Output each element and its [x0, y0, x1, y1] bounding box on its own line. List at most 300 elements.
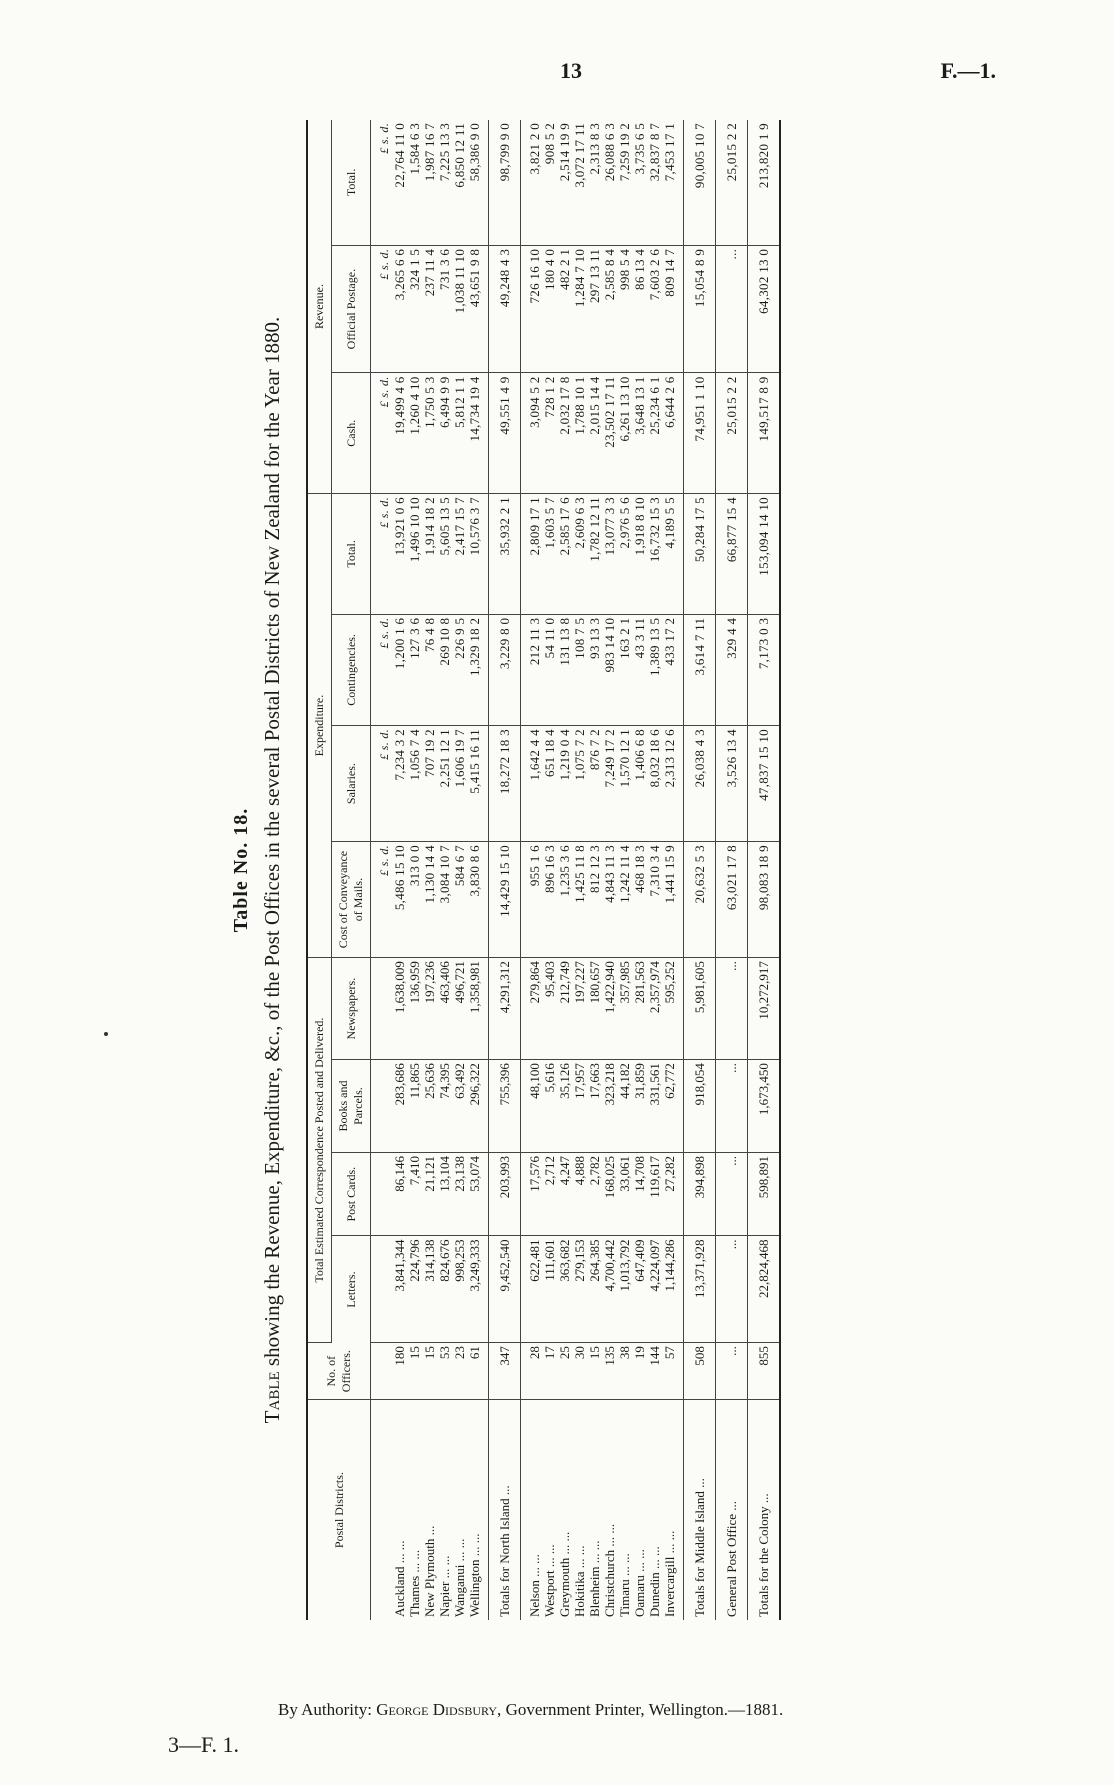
newspapers-cell: 496,721: [452, 958, 467, 1060]
conveyance-cell: 5,486 15 10: [392, 842, 407, 958]
table-row: [602, 120, 617, 1620]
post-cards-cell: 7,410: [407, 1152, 422, 1236]
contingencies-cell: 433 17 2: [662, 614, 677, 725]
conveyance-cell: 584 6 7: [452, 842, 467, 958]
district-cell: Wanganui ... ...: [452, 1538, 467, 1617]
expenditure-total-cell: 13,077 3 3: [602, 494, 617, 615]
conveyance-cell: 1,441 15 9: [662, 842, 677, 958]
conveyance-cell: 98,083 18 9: [748, 842, 781, 958]
cash-cell: 1,788 10 1: [572, 373, 587, 494]
official-postage-cell: 731 3 6: [437, 245, 452, 373]
letters-cell: 998,253: [452, 1236, 467, 1343]
cash-cell: 3,094 5 2: [527, 373, 542, 494]
expenditure-total-cell: 10,576 3 7: [467, 494, 482, 615]
series-code: F.—1.: [940, 58, 996, 83]
unit-label: £ s. d.: [371, 245, 393, 373]
post-cards-cell: 14,708: [632, 1152, 647, 1236]
letters-cell: 264,385: [587, 1236, 602, 1343]
expenditure-total-cell: 66,877 15 4: [716, 494, 748, 615]
post-cards-cell: 2,782: [587, 1152, 602, 1236]
district-cell: Totals for North Island ...: [489, 1400, 521, 1620]
newspapers-cell: 595,252: [662, 958, 677, 1060]
newspapers-cell: 136,959: [407, 958, 422, 1060]
district-cell: Totals for the Colony ...: [748, 1400, 781, 1620]
letters-cell: 1,144,286: [662, 1236, 677, 1343]
post-cards-cell: 203,993: [489, 1152, 521, 1236]
salaries-cell: 1,570 12 1: [617, 726, 632, 842]
district-cell: Totals for Middle Island ...: [684, 1400, 716, 1620]
header-officers: No. of Officers.: [307, 1343, 371, 1400]
officers-cell: ...: [716, 1343, 748, 1400]
header-letters: Letters.: [332, 1236, 371, 1343]
official-postage-cell: 49,248 4 3: [489, 245, 521, 373]
newspapers-cell: 2,357,974: [647, 958, 662, 1060]
revenue-total-cell: 32,837 8 7: [647, 120, 662, 245]
expenditure-total-cell: 16,732 15 3: [647, 494, 662, 615]
header-newspapers: Newspapers.: [332, 958, 371, 1060]
unit-label: £ s. d.: [371, 120, 393, 245]
officers-cell: 15: [407, 1343, 422, 1400]
district-cell: Thames ... ...: [407, 1549, 422, 1617]
contingencies-cell: 212 11 3: [527, 614, 542, 725]
officers-cell: 23: [452, 1343, 467, 1400]
district-cell: Invercargill ... ...: [662, 1530, 677, 1617]
cash-cell: 25,015 2 2: [716, 373, 748, 494]
header-books-parcels: Books and Parcels.: [332, 1060, 371, 1153]
header-conveyance: Cost of Conveyance of Mails.: [332, 842, 371, 958]
expenditure-total-cell: 2,976 5 6: [617, 494, 632, 615]
revenue-total-cell: 7,259 19 2: [617, 120, 632, 245]
table-row: [572, 120, 587, 1620]
table-title: [260, 90, 285, 1650]
cash-cell: 6,261 13 10: [617, 373, 632, 494]
header-revenue-total: Total.: [332, 120, 371, 245]
letters-cell: ...: [716, 1236, 748, 1343]
table-row: [392, 120, 407, 1620]
books-cell: 283,686: [392, 1060, 407, 1153]
general-post-office-row: [716, 120, 748, 1620]
post-cards-cell: 168,025: [602, 1152, 617, 1236]
newspapers-cell: 1,422,940: [602, 958, 617, 1060]
revenue-total-cell: 908 5 2: [542, 120, 557, 245]
expenditure-total-cell: 2,809 17 1: [527, 494, 542, 615]
official-postage-cell: 3,265 6 6: [392, 245, 407, 373]
table-row: [662, 120, 677, 1620]
table-row: [467, 120, 482, 1620]
letters-cell: 647,409: [632, 1236, 647, 1343]
books-cell: 323,218: [602, 1060, 617, 1153]
officers-cell: 135: [602, 1343, 617, 1400]
newspapers-cell: 4,291,312: [489, 958, 521, 1060]
books-cell: 44,182: [617, 1060, 632, 1153]
official-postage-cell: 726 16 10: [527, 245, 542, 373]
revenue-total-cell: 98,799 9 0: [489, 120, 521, 245]
salaries-cell: 707 19 2: [422, 726, 437, 842]
conveyance-cell: 468 18 3: [632, 842, 647, 958]
district-cell: Timaru ... ...: [617, 1553, 632, 1617]
contingencies-cell: 93 13 3: [587, 614, 602, 725]
salaries-cell: 1,075 7 2: [572, 726, 587, 842]
revenue-total-cell: 1,584 6 3: [407, 120, 422, 245]
letters-cell: 9,452,540: [489, 1236, 521, 1343]
contingencies-cell: 7,173 0 3: [748, 614, 781, 725]
revenue-total-cell: 3,821 2 0: [527, 120, 542, 245]
post-cards-cell: ...: [716, 1152, 748, 1236]
official-postage-cell: 324 1 5: [407, 245, 422, 373]
books-cell: 11,865: [407, 1060, 422, 1153]
letters-cell: 13,371,928: [684, 1236, 716, 1343]
salaries-cell: 1,219 0 4: [557, 726, 572, 842]
official-postage-cell: 86 13 4: [632, 245, 647, 373]
contingencies-cell: 226 9 5: [452, 614, 467, 725]
expenditure-total-cell: 50,284 17 5: [684, 494, 716, 615]
officers-cell: 19: [632, 1343, 647, 1400]
officers-cell: 15: [422, 1343, 437, 1400]
table-row: [587, 120, 602, 1620]
salaries-cell: 876 7 2: [587, 726, 602, 842]
post-cards-cell: 4,888: [572, 1152, 587, 1236]
letters-cell: 824,676: [437, 1236, 452, 1343]
cash-cell: 2,032 17 8: [557, 373, 572, 494]
officers-cell: 53: [437, 1343, 452, 1400]
header-expenditure-total: Total.: [332, 494, 371, 615]
unit-label: £ s. d.: [371, 373, 393, 494]
revenue-total-cell: 26,088 6 3: [602, 120, 617, 245]
books-cell: 48,100: [527, 1060, 542, 1153]
official-postage-cell: 482 2 1: [557, 245, 572, 373]
official-postage-cell: 180 4 0: [542, 245, 557, 373]
district-cell: Napier ... ...: [437, 1555, 452, 1617]
contingencies-cell: 3,614 7 11: [684, 614, 716, 725]
revenue-total-cell: 7,225 13 3: [437, 120, 452, 245]
salaries-cell: 651 18 4: [542, 726, 557, 842]
contingencies-cell: 127 3 6: [407, 614, 422, 725]
revenue-total-cell: 213,820 1 9: [748, 120, 781, 245]
imprint-by: By Authority:: [278, 1700, 372, 1719]
cash-cell: 2,015 14 4: [587, 373, 602, 494]
cash-cell: 1,260 4 10: [407, 373, 422, 494]
conveyance-cell: 4,843 11 3: [602, 842, 617, 958]
cash-cell: 74,951 1 10: [684, 373, 716, 494]
official-postage-cell: 2,585 8 4: [602, 245, 617, 373]
header-correspondence: Total Estimated Correspondence Posted and Delivered.: [307, 958, 332, 1343]
officers-cell: 57: [662, 1343, 677, 1400]
district-cell: Nelson ... ...: [527, 1554, 542, 1617]
conveyance-cell: 3,830 8 6: [467, 842, 482, 958]
salaries-cell: 47,837 15 10: [748, 726, 781, 842]
official-postage-cell: 297 13 11: [587, 245, 602, 373]
salaries-cell: 3,526 13 4: [716, 726, 748, 842]
official-postage-cell: 1,038 11 10: [452, 245, 467, 373]
newspapers-cell: 1,358,981: [467, 958, 482, 1060]
unit-label: £ s. d.: [371, 726, 393, 842]
books-cell: 918,054: [684, 1060, 716, 1153]
contingencies-cell: 43 3 11: [632, 614, 647, 725]
table-row: [407, 120, 422, 1620]
salaries-cell: 7,234 3 2: [392, 726, 407, 842]
expenditure-total-cell: 2,609 6 3: [572, 494, 587, 615]
salaries-cell: 5,415 16 11: [467, 726, 482, 842]
books-cell: 63,492: [452, 1060, 467, 1153]
cash-cell: 6,494 9 9: [437, 373, 452, 494]
newspapers-cell: 357,985: [617, 958, 632, 1060]
totals-row-middle-island: [684, 120, 716, 1620]
district-cell: Christchurch ... ...: [602, 1523, 617, 1617]
letters-cell: 622,481: [527, 1236, 542, 1343]
post-cards-cell: 394,898: [684, 1152, 716, 1236]
conveyance-cell: 1,130 14 4: [422, 842, 437, 958]
salaries-cell: 8,032 18 6: [647, 726, 662, 842]
postal-districts-table: [306, 120, 781, 1620]
unit-label: £ s. d.: [371, 494, 393, 615]
letters-cell: 279,153: [572, 1236, 587, 1343]
official-postage-cell: 1,284 7 10: [572, 245, 587, 373]
header-contingencies: Contingencies.: [332, 614, 371, 725]
table-row: [437, 120, 452, 1620]
revenue-total-cell: 2,313 8 3: [587, 120, 602, 245]
books-cell: 17,663: [587, 1060, 602, 1153]
district-cell: Greymouth ... ...: [557, 1531, 572, 1617]
books-cell: 331,561: [647, 1060, 662, 1153]
books-cell: 31,859: [632, 1060, 647, 1153]
cash-cell: 6,644 2 6: [662, 373, 677, 494]
table-row: [542, 120, 557, 1620]
table-title-lead: Table: [260, 1371, 284, 1424]
contingencies-cell: 163 2 1: [617, 614, 632, 725]
cash-cell: 728 1 2: [542, 373, 557, 494]
contingencies-cell: 3,229 8 0: [489, 614, 521, 725]
table-row: [617, 120, 632, 1620]
salaries-cell: 1,406 6 8: [632, 726, 647, 842]
officers-cell: 38: [617, 1343, 632, 1400]
post-cards-cell: 33,061: [617, 1152, 632, 1236]
newspapers-cell: 1,638,009: [392, 958, 407, 1060]
expenditure-total-cell: 2,417 15 7: [452, 494, 467, 615]
books-cell: 62,772: [662, 1060, 677, 1153]
revenue-total-cell: 25,015 2 2: [716, 120, 748, 245]
books-cell: ...: [716, 1060, 748, 1153]
imprint-printer-name: George Didsbury,: [376, 1700, 502, 1719]
books-cell: 74,395: [437, 1060, 452, 1153]
salaries-cell: 26,038 4 3: [684, 726, 716, 842]
post-cards-cell: 86,146: [392, 1152, 407, 1236]
cash-cell: 19,499 4 6: [392, 373, 407, 494]
table-row: [452, 120, 467, 1620]
official-postage-cell: 7,603 2 6: [647, 245, 662, 373]
table-row: [632, 120, 647, 1620]
table-row: [557, 120, 572, 1620]
newspapers-cell: 10,272,917: [748, 958, 781, 1060]
newspapers-cell: 463,406: [437, 958, 452, 1060]
conveyance-cell: 812 12 3: [587, 842, 602, 958]
revenue-total-cell: 1,987 16 7: [422, 120, 437, 245]
officers-cell: 15: [587, 1343, 602, 1400]
header-official-postage: Official Postage.: [332, 245, 371, 373]
letters-cell: 4,700,442: [602, 1236, 617, 1343]
district-cell: Dunedin ... ...: [647, 1546, 662, 1617]
conveyance-cell: 1,235 3 6: [557, 842, 572, 958]
totals-row-north-island: [489, 120, 521, 1620]
revenue-total-cell: 3,072 17 11: [572, 120, 587, 245]
imprint-line: [278, 1700, 783, 1720]
post-cards-cell: 4,247: [557, 1152, 572, 1236]
letters-cell: 363,682: [557, 1236, 572, 1343]
header-expenditure: Expenditure.: [307, 494, 332, 958]
post-cards-cell: 27,282: [662, 1152, 677, 1236]
header-revenue: Revenue.: [307, 120, 332, 494]
post-cards-cell: 2,712: [542, 1152, 557, 1236]
sheet-code: 3—F. 1.: [168, 1732, 239, 1757]
officers-cell: 30: [572, 1343, 587, 1400]
revenue-total-cell: 22,764 11 0: [392, 120, 407, 245]
expenditure-total-cell: 1,496 10 10: [407, 494, 422, 615]
officers-cell: 28: [527, 1343, 542, 1400]
district-cell: Westport ... ...: [542, 1544, 557, 1617]
officers-cell: 855: [748, 1343, 781, 1400]
officers-cell: 347: [489, 1343, 521, 1400]
newspapers-cell: ...: [716, 958, 748, 1060]
header-post-cards: Post Cards.: [332, 1152, 371, 1236]
contingencies-cell: 1,200 1 6: [392, 614, 407, 725]
expenditure-total-cell: 13,921 0 6: [392, 494, 407, 615]
official-postage-cell: 237 11 4: [422, 245, 437, 373]
newspapers-cell: 95,403: [542, 958, 557, 1060]
conveyance-cell: 63,021 17 8: [716, 842, 748, 958]
expenditure-total-cell: 4,189 5 5: [662, 494, 677, 615]
contingencies-cell: 329 4 4: [716, 614, 748, 725]
expenditure-total-cell: 5,605 13 5: [437, 494, 452, 615]
salaries-cell: 2,313 12 6: [662, 726, 677, 842]
district-cell: Auckland ... ...: [392, 1540, 407, 1617]
cash-cell: 25,234 6 1: [647, 373, 662, 494]
official-postage-cell: 15,054 8 9: [684, 245, 716, 373]
revenue-total-cell: 6,850 12 11: [452, 120, 467, 245]
header-cash: Cash.: [332, 373, 371, 494]
table-row: [647, 120, 662, 1620]
official-postage-cell: 43,651 9 8: [467, 245, 482, 373]
letters-cell: 314,138: [422, 1236, 437, 1343]
page-number: 13: [560, 58, 582, 83]
salaries-cell: 7,249 17 2: [602, 726, 617, 842]
imprint-rest: Government Printer, Wellington.—1881.: [505, 1700, 784, 1719]
newspapers-cell: 5,981,605: [684, 958, 716, 1060]
newspapers-cell: 281,563: [632, 958, 647, 1060]
cash-cell: 1,750 5 3: [422, 373, 437, 494]
district-cell: Hokitika ... ...: [572, 1545, 587, 1617]
stray-ink-dot: [104, 1032, 108, 1036]
post-cards-cell: 23,138: [452, 1152, 467, 1236]
contingencies-cell: 269 10 8: [437, 614, 452, 725]
units-row: [371, 120, 393, 1620]
unit-label: £ s. d.: [371, 842, 393, 958]
revenue-total-cell: 3,735 6 5: [632, 120, 647, 245]
newspapers-cell: 212,749: [557, 958, 572, 1060]
conveyance-cell: 20,632 5 3: [684, 842, 716, 958]
letters-cell: 3,841,344: [392, 1236, 407, 1343]
officers-cell: 25: [557, 1343, 572, 1400]
expenditure-total-cell: 153,094 14 10: [748, 494, 781, 615]
conveyance-cell: 313 0 0: [407, 842, 422, 958]
district-cell: Wellington ... ...: [467, 1533, 482, 1617]
expenditure-total-cell: 2,585 17 6: [557, 494, 572, 615]
newspapers-cell: 197,227: [572, 958, 587, 1060]
table-row: [527, 120, 542, 1620]
officers-cell: 61: [467, 1343, 482, 1400]
conveyance-cell: 896 16 3: [542, 842, 557, 958]
cash-cell: 14,734 19 4: [467, 373, 482, 494]
conveyance-cell: 14,429 15 10: [489, 842, 521, 958]
conveyance-cell: 1,425 11 8: [572, 842, 587, 958]
post-cards-cell: 53,074: [467, 1152, 482, 1236]
revenue-total-cell: 7,453 17 1: [662, 120, 677, 245]
conveyance-cell: 7,310 3 4: [647, 842, 662, 958]
letters-cell: 1,013,792: [617, 1236, 632, 1343]
post-cards-cell: 119,617: [647, 1152, 662, 1236]
contingencies-cell: 131 13 8: [557, 614, 572, 725]
cash-cell: 149,517 8 9: [748, 373, 781, 494]
letters-cell: 111,601: [542, 1236, 557, 1343]
letters-cell: 22,824,468: [748, 1236, 781, 1343]
books-cell: 755,396: [489, 1060, 521, 1153]
official-postage-cell: 64,302 13 0: [748, 245, 781, 373]
books-cell: 1,673,450: [748, 1060, 781, 1153]
table-title-rest: showing the Revenue, Expenditure, &c., of the Post Offices in the several Postal Districts of New Zealand for the Year 1880.: [260, 316, 284, 1367]
officers-cell: 17: [542, 1343, 557, 1400]
letters-cell: 4,224,097: [647, 1236, 662, 1343]
official-postage-cell: 809 14 7: [662, 245, 677, 373]
table-body: [371, 120, 781, 1620]
books-cell: 17,957: [572, 1060, 587, 1153]
salaries-cell: 1,056 7 4: [407, 726, 422, 842]
official-postage-cell: ...: [716, 245, 748, 373]
post-cards-cell: 17,576: [527, 1152, 542, 1236]
officers-cell: 144: [647, 1343, 662, 1400]
books-cell: 25,636: [422, 1060, 437, 1153]
books-cell: 296,322: [467, 1060, 482, 1153]
salaries-cell: 2,251 12 1: [437, 726, 452, 842]
contingencies-cell: 983 14 10: [602, 614, 617, 725]
rotated-table-block: [230, 90, 870, 1650]
officers-cell: 508: [684, 1343, 716, 1400]
revenue-total-cell: 2,514 19 9: [557, 120, 572, 245]
officers-cell: 180: [392, 1343, 407, 1400]
district-cell: Blenheim ... ...: [587, 1540, 602, 1617]
official-postage-cell: 998 5 4: [617, 245, 632, 373]
cash-cell: 3,648 13 1: [632, 373, 647, 494]
books-cell: 35,126: [557, 1060, 572, 1153]
contingencies-cell: 1,329 18 2: [467, 614, 482, 725]
conveyance-cell: 955 1 6: [527, 842, 542, 958]
salaries-cell: 1,642 4 4: [527, 726, 542, 842]
cash-cell: 49,551 4 9: [489, 373, 521, 494]
expenditure-total-cell: 1,603 5 7: [542, 494, 557, 615]
expenditure-total-cell: 1,782 12 11: [587, 494, 602, 615]
post-cards-cell: 13,104: [437, 1152, 452, 1236]
letters-cell: 3,249,333: [467, 1236, 482, 1343]
district-cell: New Plymouth ...: [422, 1525, 437, 1617]
books-cell: 5,616: [542, 1060, 557, 1153]
post-cards-cell: 598,891: [748, 1152, 781, 1236]
revenue-total-cell: 90,005 10 7: [684, 120, 716, 245]
cash-cell: 23,502 17 11: [602, 373, 617, 494]
expenditure-total-cell: 35,932 2 1: [489, 494, 521, 615]
header-postal-districts: Postal Districts.: [307, 1400, 371, 1620]
contingencies-cell: 54 11 0: [542, 614, 557, 725]
cash-cell: 5,812 1 1: [452, 373, 467, 494]
newspapers-cell: 180,657: [587, 958, 602, 1060]
header-salaries: Salaries.: [332, 726, 371, 842]
letters-cell: 224,796: [407, 1236, 422, 1343]
